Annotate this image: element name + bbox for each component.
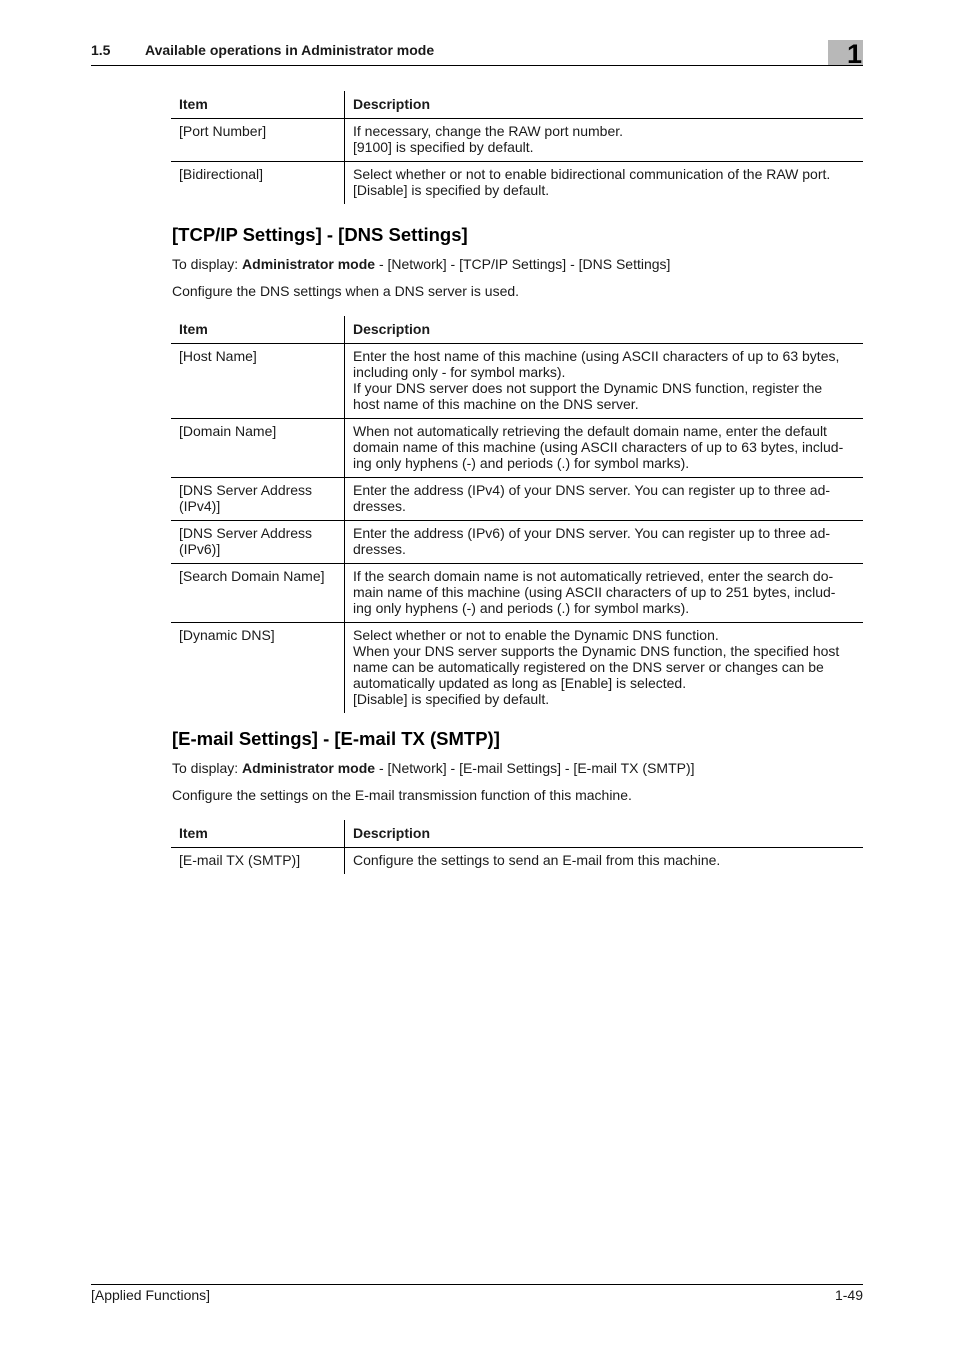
table-row bbox=[171, 162, 863, 205]
table-row bbox=[171, 623, 863, 714]
description-text: ing only hyphens (-) and periods (.) for symbol marks). bbox=[353, 600, 690, 616]
table-row bbox=[171, 119, 863, 162]
dns-settings-heading: [TCP/IP Settings] - [DNS Settings] bbox=[172, 224, 468, 245]
column-header-item: Item bbox=[171, 316, 345, 344]
item-text: [Port Number] bbox=[179, 123, 267, 139]
table-row bbox=[171, 848, 863, 875]
item-cell bbox=[171, 848, 345, 875]
item-cell bbox=[171, 478, 345, 521]
item-text: (IPv4)] bbox=[179, 498, 221, 514]
display-path: - [Network] - [TCP/IP Settings] - [DNS Settings] bbox=[375, 256, 671, 272]
table-row bbox=[171, 478, 863, 521]
description-text: When your DNS server supports the Dynamic DNS function, the specified host bbox=[353, 643, 840, 659]
table-header-row bbox=[171, 316, 863, 344]
description-cell bbox=[345, 344, 864, 419]
description-text: dresses. bbox=[353, 541, 406, 557]
footer-title: [Applied Functions] bbox=[91, 1287, 211, 1303]
description-cell bbox=[345, 119, 864, 162]
table-row bbox=[171, 564, 863, 623]
item-text: [E-mail TX (SMTP)] bbox=[179, 852, 301, 868]
description-text: name can be automatically registered on the DNS server or changes can be bbox=[353, 659, 824, 675]
description-text: [9100] is specified by default. bbox=[353, 139, 534, 155]
page-number: 1-49 bbox=[834, 1287, 863, 1303]
table-header-row bbox=[171, 91, 863, 119]
dns-settings-table bbox=[171, 316, 863, 713]
description-text: If the search domain name is not automatically retrieved, enter the search do- bbox=[353, 568, 834, 584]
display-mode: Administrator mode bbox=[242, 760, 376, 776]
description-text: If necessary, change the RAW port number. bbox=[353, 123, 624, 139]
description-text: dresses. bbox=[353, 498, 406, 514]
description-text: host name of this machine on the DNS server. bbox=[353, 396, 639, 412]
email-intro-text: Configure the settings on the E-mail transmission function of this machine. bbox=[172, 787, 632, 803]
chapter-number: 1 bbox=[846, 39, 862, 69]
item-text: [Domain Name] bbox=[179, 423, 277, 439]
item-text: [Dynamic DNS] bbox=[179, 627, 275, 643]
dns-display-path bbox=[172, 256, 670, 272]
description-text: main name of this machine (using ASCII characters of up to 251 bytes, includ- bbox=[353, 584, 836, 600]
item-text: [Host Name] bbox=[179, 348, 257, 364]
item-cell bbox=[171, 119, 345, 162]
item-text: [DNS Server Address bbox=[179, 525, 313, 541]
column-header-item: Item bbox=[171, 91, 345, 119]
item-text: [Bidirectional] bbox=[179, 166, 264, 182]
item-cell bbox=[171, 623, 345, 714]
page-footer bbox=[91, 1284, 863, 1303]
description-text: If your DNS server does not support the Dynamic DNS function, register the bbox=[353, 380, 823, 396]
section-title: Available operations in Administrator mode bbox=[145, 42, 435, 58]
raw-port-table bbox=[171, 91, 863, 204]
display-prefix: To display: bbox=[172, 760, 243, 776]
description-cell bbox=[345, 564, 864, 623]
display-path: - [Network] - [E-mail Settings] - [E-mail TX (SMTP)] bbox=[375, 760, 695, 776]
section-number: 1.5 bbox=[91, 42, 111, 58]
page-header bbox=[91, 39, 863, 69]
dns-intro-text: Configure the DNS settings when a DNS server is used. bbox=[172, 283, 520, 299]
description-cell bbox=[345, 419, 864, 478]
item-cell bbox=[171, 344, 345, 419]
description-cell bbox=[345, 521, 864, 564]
email-settings-heading: [E-mail Settings] - [E-mail TX (SMTP)] bbox=[172, 728, 500, 749]
description-text: Select whether or not to enable the Dynamic DNS function. bbox=[353, 627, 719, 643]
description-text: domain name of this machine (using ASCII characters of up to 63 bytes, includ- bbox=[353, 439, 844, 455]
display-mode: Administrator mode bbox=[242, 256, 376, 272]
description-text: When not automatically retrieving the default domain name, enter the default bbox=[353, 423, 827, 439]
chapter-badge bbox=[828, 39, 863, 69]
description-text: Enter the host name of this machine (using ASCII characters of up to 63 bytes, bbox=[353, 348, 840, 364]
description-text: Enter the address (IPv6) of your DNS server. You can register up to three ad- bbox=[353, 525, 831, 541]
item-text: [Search Domain Name] bbox=[179, 568, 325, 584]
description-text: Enter the address (IPv4) of your DNS server. You can register up to three ad- bbox=[353, 482, 831, 498]
description-text: including only - for symbol marks). bbox=[353, 364, 566, 380]
item-cell bbox=[171, 521, 345, 564]
email-display-path bbox=[172, 760, 695, 776]
item-text: (IPv6)] bbox=[179, 541, 221, 557]
item-cell bbox=[171, 564, 345, 623]
table-row bbox=[171, 344, 863, 419]
item-cell bbox=[171, 162, 345, 205]
table-header-row bbox=[171, 820, 863, 848]
item-cell bbox=[171, 419, 345, 478]
table-row bbox=[171, 419, 863, 478]
display-prefix: To display: bbox=[172, 256, 243, 272]
description-text: Select whether or not to enable bidirectional communication of the RAW port. bbox=[353, 166, 831, 182]
description-text: [Disable] is specified by default. bbox=[353, 182, 550, 198]
email-settings-table bbox=[171, 820, 863, 874]
description-text: [Disable] is specified by default. bbox=[353, 691, 550, 707]
column-header-description: Description bbox=[345, 316, 864, 344]
description-text: automatically updated as long as [Enable] is selected. bbox=[353, 675, 687, 691]
description-text: ing only hyphens (-) and periods (.) for symbol marks). bbox=[353, 455, 690, 471]
column-header-description: Description bbox=[345, 820, 864, 848]
item-text: [DNS Server Address bbox=[179, 482, 313, 498]
column-header-item: Item bbox=[171, 820, 345, 848]
description-cell bbox=[345, 478, 864, 521]
description-cell bbox=[345, 848, 864, 875]
description-text: Configure the settings to send an E-mail from this machine. bbox=[353, 852, 721, 868]
description-cell bbox=[345, 162, 864, 205]
description-cell bbox=[345, 623, 864, 714]
table-row bbox=[171, 521, 863, 564]
column-header-description: Description bbox=[345, 91, 864, 119]
